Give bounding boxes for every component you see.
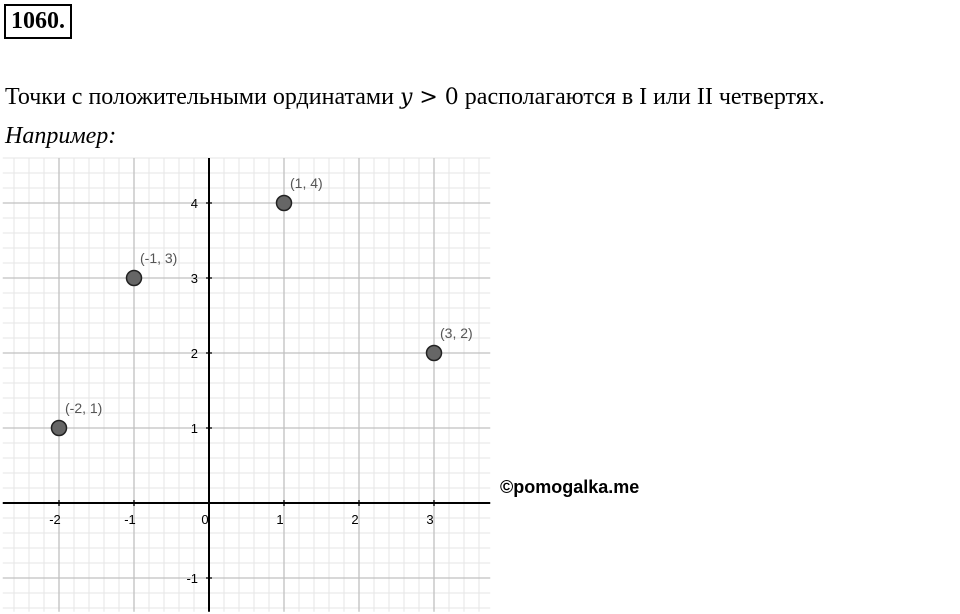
problem-statement <box>5 82 825 113</box>
x-tick-label: 2 <box>351 512 359 527</box>
example-label: Например: <box>5 123 117 149</box>
y-tick-label: -1 <box>186 571 198 586</box>
statement-text-before: Точки с положительными ординатами <box>5 84 400 110</box>
statement-text-after: располагаются в I или II четвертях. <box>458 84 825 110</box>
y-tick-label: 2 <box>190 346 198 361</box>
data-point-label: (1, 4) <box>290 175 323 191</box>
data-point-label: (-2, 1) <box>65 400 103 416</box>
data-point <box>427 346 442 361</box>
data-point <box>52 421 67 436</box>
data-point <box>127 271 142 286</box>
math-inequality <box>400 85 459 110</box>
x-tick-label: -2 <box>49 512 61 527</box>
data-point <box>277 196 292 211</box>
watermark: ©pomogalka.me <box>500 477 640 497</box>
task-number: 1060. <box>4 4 72 39</box>
y-tick-label: 4 <box>190 196 198 211</box>
math-operator: > 0 <box>412 85 459 110</box>
y-tick-label: 3 <box>190 271 198 286</box>
data-point-label: (-1, 3) <box>140 250 178 266</box>
x-tick-label: 0 <box>201 512 209 527</box>
data-point-label: (3, 2) <box>440 325 473 341</box>
x-tick-label: 3 <box>426 512 434 527</box>
x-tick-label: -1 <box>124 512 136 527</box>
coordinate-plane <box>0 154 492 614</box>
x-tick-label: 1 <box>276 512 284 527</box>
math-variable: y <box>399 85 413 110</box>
y-tick-label: 1 <box>190 421 198 436</box>
